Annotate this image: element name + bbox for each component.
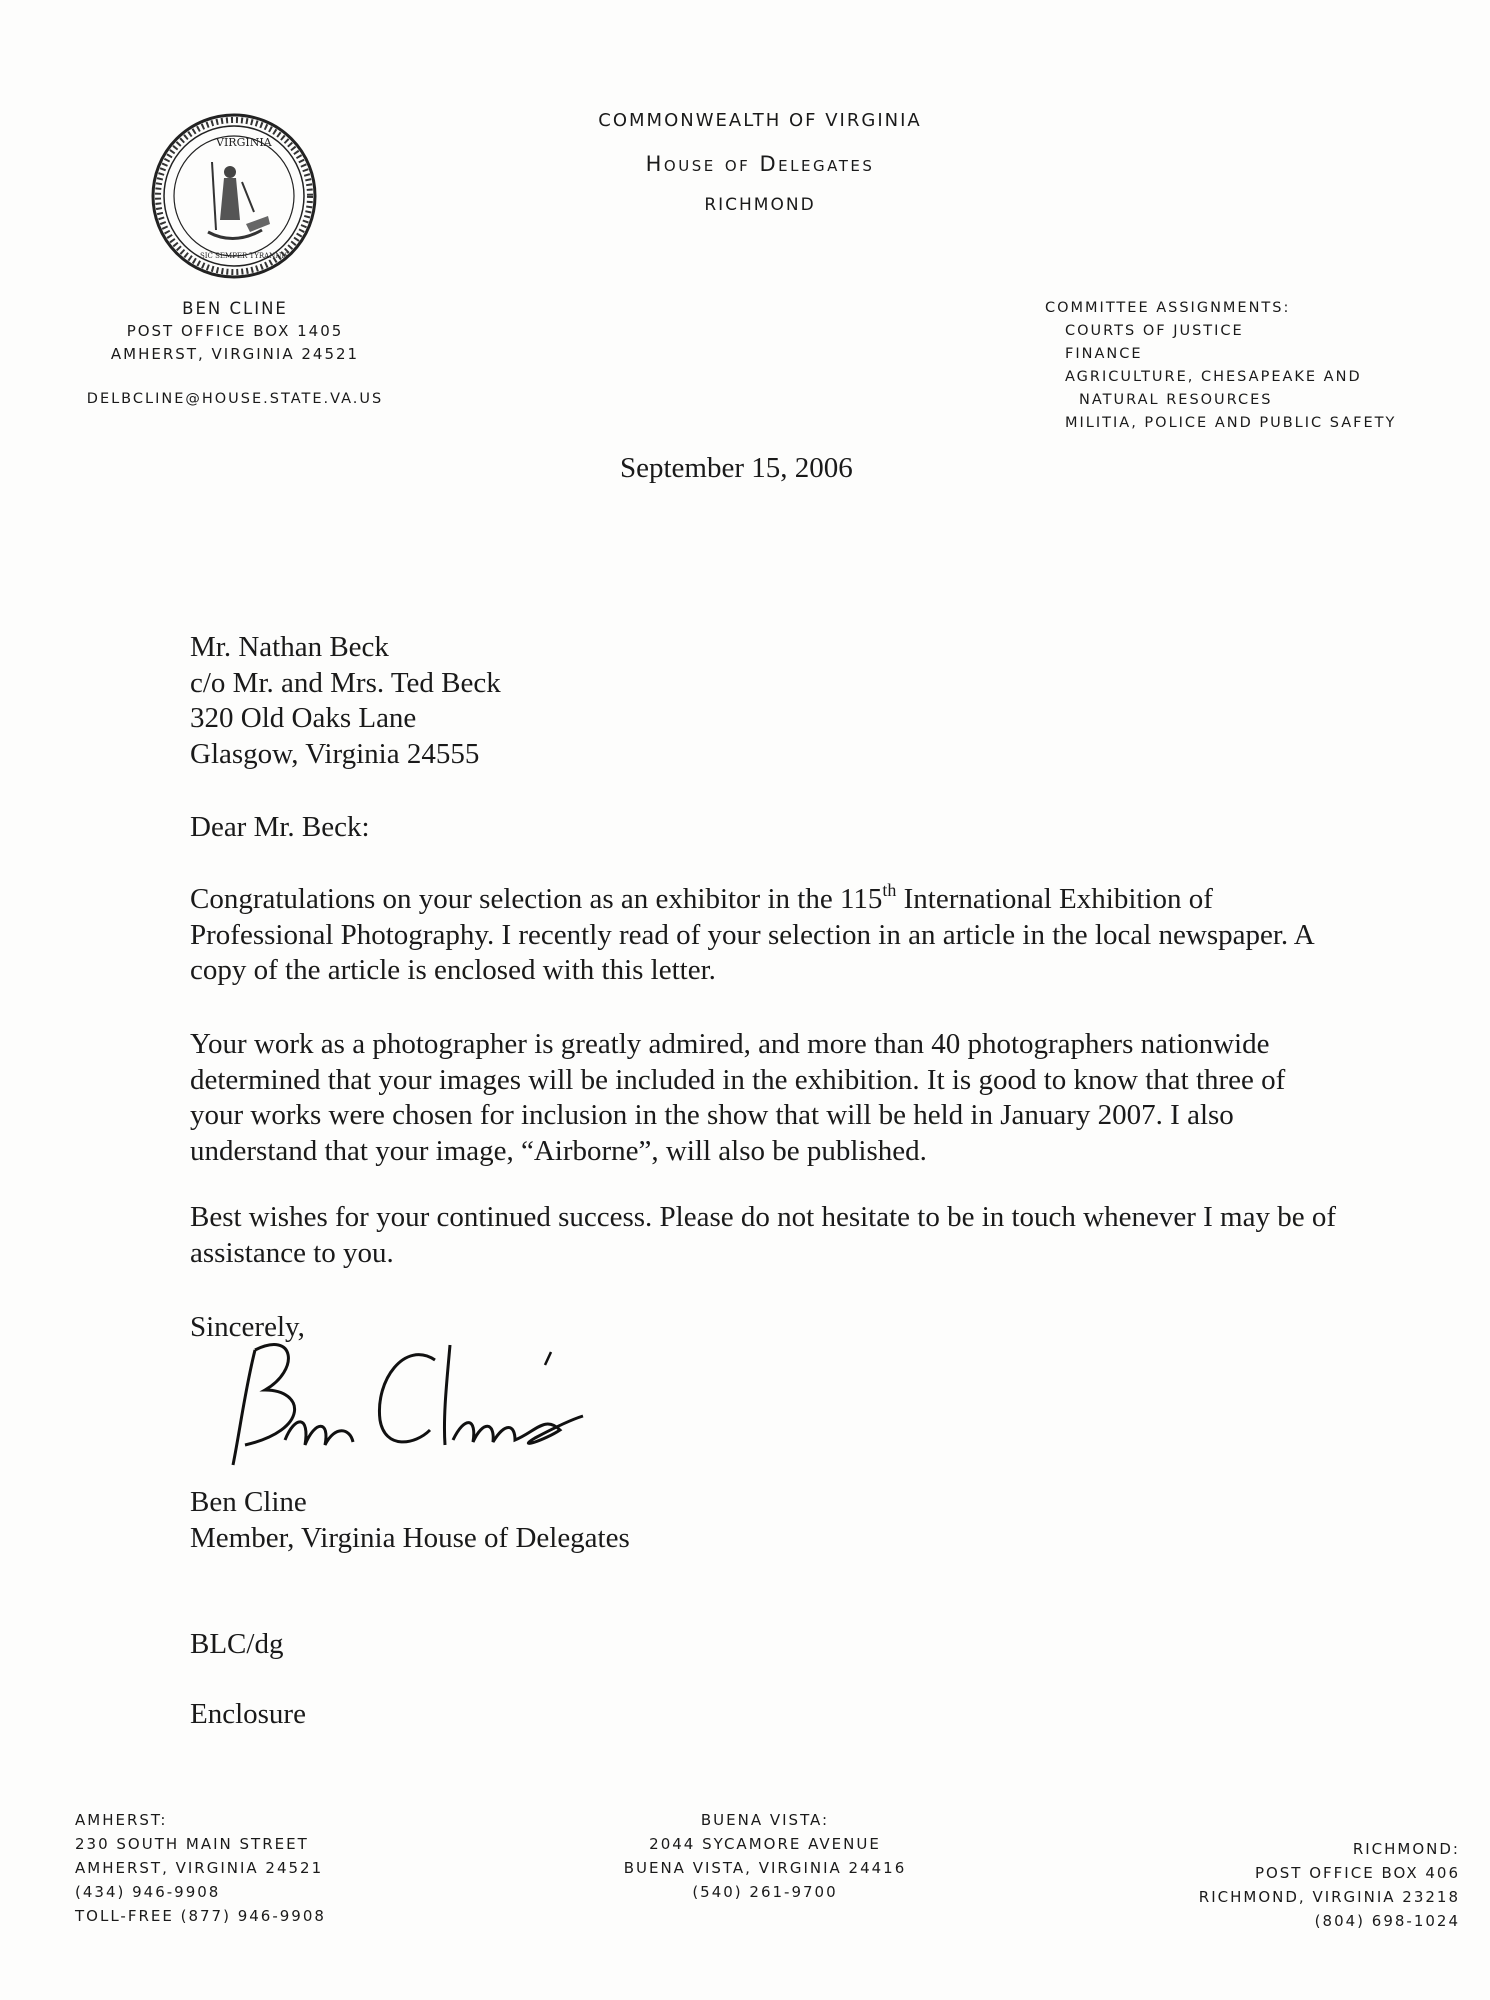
committee-item: COURTS OF JUSTICE — [1065, 323, 1244, 339]
seal-text-bottom: SIC SEMPER TYRANNIS — [200, 252, 289, 260]
footer-tollfree: TOLL-FREE (877) 946-9908 — [75, 1907, 326, 1925]
sender-po-box: POST OFFICE BOX 1405 — [126, 322, 344, 340]
footer-street: 2044 SYCAMORE AVENUE — [649, 1835, 881, 1853]
recipient-street: 320 Old Oaks Lane — [190, 702, 417, 734]
committee-item: NATURAL RESOURCES — [1079, 392, 1273, 408]
footer-heading: RICHMOND: — [1352, 1840, 1460, 1858]
footer-heading: AMHERST: — [75, 1811, 168, 1829]
committee-item: AGRICULTURE, CHESAPEAKE AND — [1065, 369, 1362, 385]
footer-phone: (804) 698-1024 — [1314, 1912, 1460, 1930]
paragraph-1-end: International Exhibition of Professional Photography. I recently read of your selection in an article in the local newspaper. A copy of the article is enclosed with this letter. — [190, 883, 1314, 986]
letterhead-house: House of Delegates — [645, 152, 875, 176]
letter-date: September 15, 2006 — [620, 452, 853, 484]
handwritten-signature — [215, 1320, 615, 1480]
footer-phone: (434) 946-9908 — [75, 1883, 221, 1901]
signer-title: Member, Virginia House of Delegates — [190, 1521, 630, 1554]
recipient-name: Mr. Nathan Beck — [190, 631, 389, 663]
typist-initials: BLC/dg — [190, 1628, 284, 1660]
recipient-city: Glasgow, Virginia 24555 — [190, 737, 480, 770]
signer-name: Ben Cline — [190, 1486, 307, 1518]
state-seal — [150, 112, 318, 280]
footer-richmond-office — [1120, 1837, 1460, 1933]
footer-city: RICHMOND, VIRGINIA 23218 — [1198, 1888, 1460, 1906]
recipient-care-of: c/o Mr. and Mrs. Ted Beck — [190, 666, 501, 699]
seal-text-top: VIRGINIA — [216, 136, 272, 149]
footer-city: BUENA VISTA, VIRGINIA 24416 — [623, 1859, 907, 1877]
paragraph-1 — [190, 882, 1340, 989]
sender-name: BEN CLINE — [182, 299, 288, 318]
sender-email: DELBCLINE@HOUSE.STATE.VA.US — [86, 391, 384, 407]
letterhead-city: RICHMOND — [704, 195, 816, 215]
committee-block — [1045, 297, 1475, 435]
footer-buena-vista-office — [575, 1808, 955, 1904]
paragraph-1-sup: th — [882, 880, 897, 900]
paragraph-1-start: Congratulations on your selection as an exhibitor in the 115 — [190, 883, 883, 915]
committee-title: COMMITTEE ASSIGNMENTS: — [1045, 300, 1291, 316]
committee-item: FINANCE — [1065, 346, 1143, 362]
salutation: Dear Mr. Beck: — [190, 811, 370, 843]
footer-po-box: POST OFFICE BOX 406 — [1254, 1864, 1460, 1882]
paragraph-3: Best wishes for your continued success. Please do not hesitate to be in touch whenever I may be of assistance to you. — [190, 1201, 1337, 1269]
enclosure-note: Enclosure — [190, 1698, 306, 1730]
footer-amherst-office — [75, 1808, 326, 1928]
sender-city: AMHERST, VIRGINIA 24521 — [110, 345, 360, 363]
closing: Sincerely, — [190, 1311, 305, 1343]
footer-heading: BUENA VISTA: — [700, 1811, 830, 1829]
paragraph-2: Your work as a photographer is greatly admired, and more than 40 photographers nationwide determined that your images will be included in the exhibition. It is good to know that three of your works were chosen for inclusion in the show that will be held in January 2007. I also understand that your image, “Airborne”, will also be published. — [190, 1028, 1286, 1167]
signer-block — [190, 1485, 1340, 1556]
letterhead-commonwealth: COMMONWEALTH OF VIRGINIA — [598, 110, 922, 131]
sender-block — [70, 297, 400, 411]
committee-item: MILITIA, POLICE AND PUBLIC SAFETY — [1065, 415, 1397, 431]
footer-phone: (540) 261-9700 — [692, 1883, 838, 1901]
footer-street: 230 SOUTH MAIN STREET — [75, 1835, 309, 1853]
footer-city: AMHERST, VIRGINIA 24521 — [75, 1859, 324, 1877]
recipient-address — [190, 630, 1340, 772]
